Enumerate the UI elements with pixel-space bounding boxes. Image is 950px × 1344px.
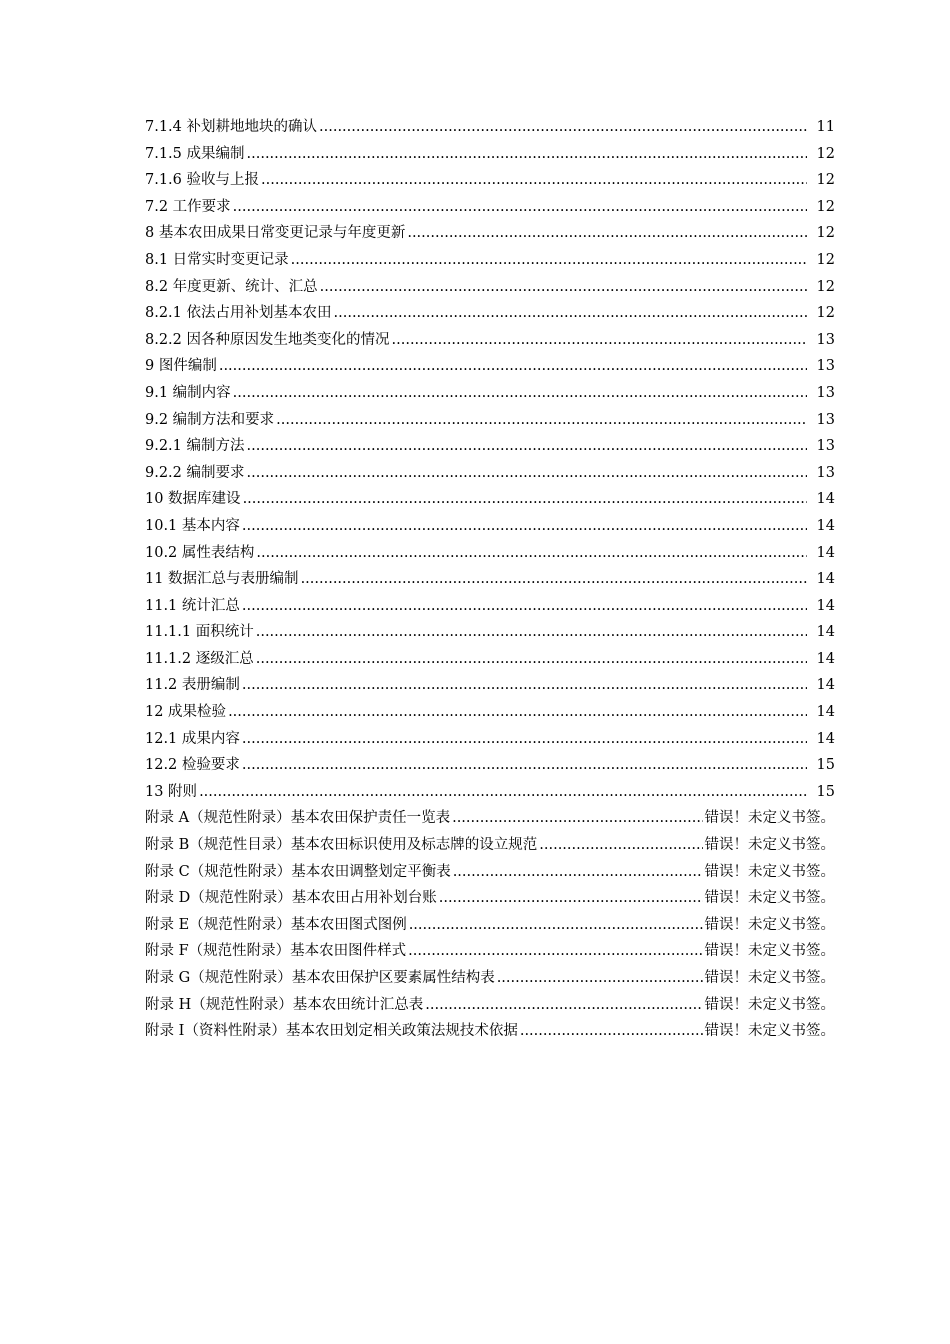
toc-entry-title: 附录 B（规范性目录）基本农田标识使用及标志牌的设立规范 [145,837,538,854]
toc-dot-leader [409,912,703,939]
toc-entry-page: 12 [816,225,835,242]
toc-entry-appendix[interactable] [145,912,835,939]
toc-entry-title: 12.1 成果内容 [145,730,240,747]
toc-entry-title: 10.2 属性表结构 [145,544,255,561]
toc-dot-leader [219,353,807,380]
toc-dot-leader [425,992,702,1019]
toc-entry-title: 9.2.2 编制要求 [145,464,245,481]
toc-entry-appendix[interactable] [145,859,835,886]
toc-dot-leader [247,460,807,487]
toc-dot-leader [439,885,703,912]
toc-entry[interactable] [145,141,835,168]
toc-entry-page: 13 [816,411,835,428]
toc-entry-title: 9.2 编制方法和要求 [145,411,275,428]
toc-entry-page: 错误！未定义书签。 [704,943,835,960]
toc-entry-title: 7.2 工作要求 [145,198,231,215]
toc-entry-page: 错误！未定义书签。 [704,890,835,907]
toc-entry-title: 11.1.1 面积统计 [145,624,254,641]
toc-dot-leader [334,300,807,327]
toc-entry-page: 15 [816,783,835,800]
toc-entry-page: 错误！未定义书签。 [704,837,835,854]
toc-entry-page: 14 [816,704,835,721]
toc-entry-page: 14 [816,597,835,614]
toc-entry-title: 10 数据库建设 [145,491,241,508]
toc-entry-page: 14 [816,491,835,508]
toc-dot-leader [256,646,807,673]
toc-entry-page: 12 [816,145,835,162]
toc-entry-title: 附录 I（资料性附录）基本农田划定相关政策法规技术依据 [145,1023,518,1040]
toc-entry-title: 9.2.1 编制方法 [145,438,245,455]
toc-dot-leader [242,752,807,779]
toc-entry-title: 11.1.2 逐级汇总 [145,650,254,667]
toc-dot-leader [520,1018,703,1045]
toc-dot-leader [291,247,807,274]
toc-dot-leader [301,566,807,593]
toc-entry[interactable] [145,247,835,274]
toc-entry-page: 12 [816,278,835,295]
toc-entry-title: 9 图件编制 [145,358,217,375]
toc-entry[interactable] [145,300,835,327]
toc-entry[interactable] [145,619,835,646]
toc-entry-title: 13 附则 [145,783,198,800]
toc-entry-page: 错误！未定义书签。 [704,863,835,880]
toc-entry-title: 附录 A（规范性附录）基本农田保护责任一览表 [145,810,451,827]
toc-entry-appendix[interactable] [145,805,835,832]
toc-entry-page: 13 [816,464,835,481]
toc-entry-title: 8 基本农田成果日常变更记录与年度更新 [145,225,406,242]
toc-entry[interactable] [145,699,835,726]
toc-dot-leader [242,726,807,753]
toc-dot-leader [256,540,807,567]
toc-entry-title: 11.1 统计汇总 [145,597,240,614]
toc-entry-page: 错误！未定义书签。 [704,996,835,1013]
toc-entry-page: 14 [816,571,835,588]
toc-entry[interactable] [145,327,835,354]
toc-entry-appendix[interactable] [145,885,835,912]
toc-entry[interactable] [145,114,835,141]
toc-dot-leader [407,220,807,247]
toc-entry[interactable] [145,593,835,620]
toc-dot-leader [242,593,807,620]
toc-entry-appendix[interactable] [145,832,835,859]
toc-dot-leader [392,327,807,354]
toc-entry-page: 错误！未定义书签。 [704,970,835,986]
toc-entry-page: 13 [816,384,835,401]
toc-dot-leader [256,619,807,646]
toc-entry[interactable] [145,513,835,540]
toc-entry[interactable] [145,380,835,407]
toc-entry-title: 8.2.1 依法占用补划基本农田 [145,305,332,322]
toc-dot-leader [199,779,807,806]
toc-dot-leader [497,965,703,992]
toc-dot-leader [243,486,807,513]
toc-entry-page: 错误！未定义书签。 [704,810,835,827]
toc-entry-appendix[interactable] [145,1018,835,1045]
toc-entry-title: 7.1.4 补划耕地地块的确认 [145,119,318,135]
toc-dot-leader [233,380,807,407]
toc-entry-title: 8.2.2 因各种原因发生地类变化的情况 [145,331,390,348]
toc-entry-title: 8.2 年度更新、统计、汇总 [145,278,318,295]
toc-entry-page: 12 [816,172,835,189]
toc-entry-page: 15 [816,757,835,774]
toc-entry-title: 12.2 检验要求 [145,757,240,774]
toc-entry-page: 14 [816,730,835,747]
toc-entry-page: 13 [816,331,835,348]
toc-entry-page: 14 [816,517,835,534]
toc-entry-title: 附录 E（规范性附录）基本农田图式图例 [145,916,407,933]
toc-dot-leader [247,433,807,460]
toc-dot-leader [452,805,702,832]
toc-entry[interactable] [145,407,835,434]
toc-entry-page: 14 [816,624,835,641]
toc-dot-leader [276,407,807,434]
toc-entry-title: 附录 F（规范性附录）基本农田图件样式 [145,943,407,960]
toc-entry[interactable] [145,167,835,194]
toc-entry-page: 12 [816,305,835,322]
toc-entry[interactable] [145,220,835,247]
toc-dot-leader [233,194,807,221]
toc-entry[interactable] [145,274,835,301]
toc-entry-appendix[interactable] [145,965,835,992]
toc-entry-title: 附录 C（规范性附录）基本农田调整划定平衡表 [145,863,451,880]
toc-entry-appendix[interactable] [145,992,835,1019]
toc-entry-page: 错误！未定义书签。 [704,1023,835,1040]
toc-entry-page: 12 [816,251,835,268]
toc-entry-page: 13 [816,438,835,455]
toc-entry[interactable] [145,672,835,699]
toc-entry-title: 附录 H（规范性附录）基本农田统计汇总表 [145,996,424,1013]
toc-entry[interactable] [145,566,835,593]
table-of-contents [145,114,835,1045]
toc-dot-leader [242,513,807,540]
toc-entry-page: 错误！未定义书签。 [704,916,835,933]
toc-dot-leader [261,167,807,194]
toc-entry-title: 附录 G（规范性附录）基本农田保护区要素属性结构表 [145,970,495,986]
toc-entry-title: 10.1 基本内容 [145,517,240,534]
toc-dot-leader [539,832,702,859]
toc-dot-leader [320,274,807,301]
toc-entry[interactable] [145,460,835,487]
toc-entry-title: 7.1.5 成果编制 [145,145,245,162]
toc-entry[interactable] [145,646,835,673]
toc-dot-leader [319,114,807,141]
toc-entry[interactable] [145,194,835,221]
toc-entry-title: 11 数据汇总与表册编制 [145,571,299,588]
toc-entry[interactable] [145,779,835,806]
toc-entry[interactable] [145,433,835,460]
toc-entry-page: 14 [816,544,835,561]
toc-dot-leader [228,699,807,726]
toc-entry-page: 12 [816,198,835,215]
toc-dot-leader [408,938,702,965]
toc-dot-leader [242,672,807,699]
toc-entry-page: 14 [816,650,835,667]
toc-entry-title: 11.2 表册编制 [145,677,240,694]
toc-entry-title: 12 成果检验 [145,704,227,721]
toc-entry[interactable] [145,752,835,779]
toc-entry-title: 8.1 日常实时变更记录 [145,251,289,268]
toc-entry[interactable] [145,540,835,567]
toc-entry-appendix[interactable] [145,938,835,965]
toc-entry-page: 14 [816,677,835,694]
toc-dot-leader [453,859,703,886]
toc-entry-title: 附录 D（规范性附录）基本农田占用补划台账 [145,890,437,907]
toc-entry[interactable] [145,726,835,753]
toc-entry-title: 7.1.6 验收与上报 [145,172,260,189]
toc-entry-page: 11 [816,119,835,135]
toc-dot-leader [247,141,807,168]
toc-entry[interactable] [145,486,835,513]
toc-entry[interactable] [145,353,835,380]
toc-entry-title: 9.1 编制内容 [145,384,231,401]
toc-entry-page: 13 [816,358,835,375]
